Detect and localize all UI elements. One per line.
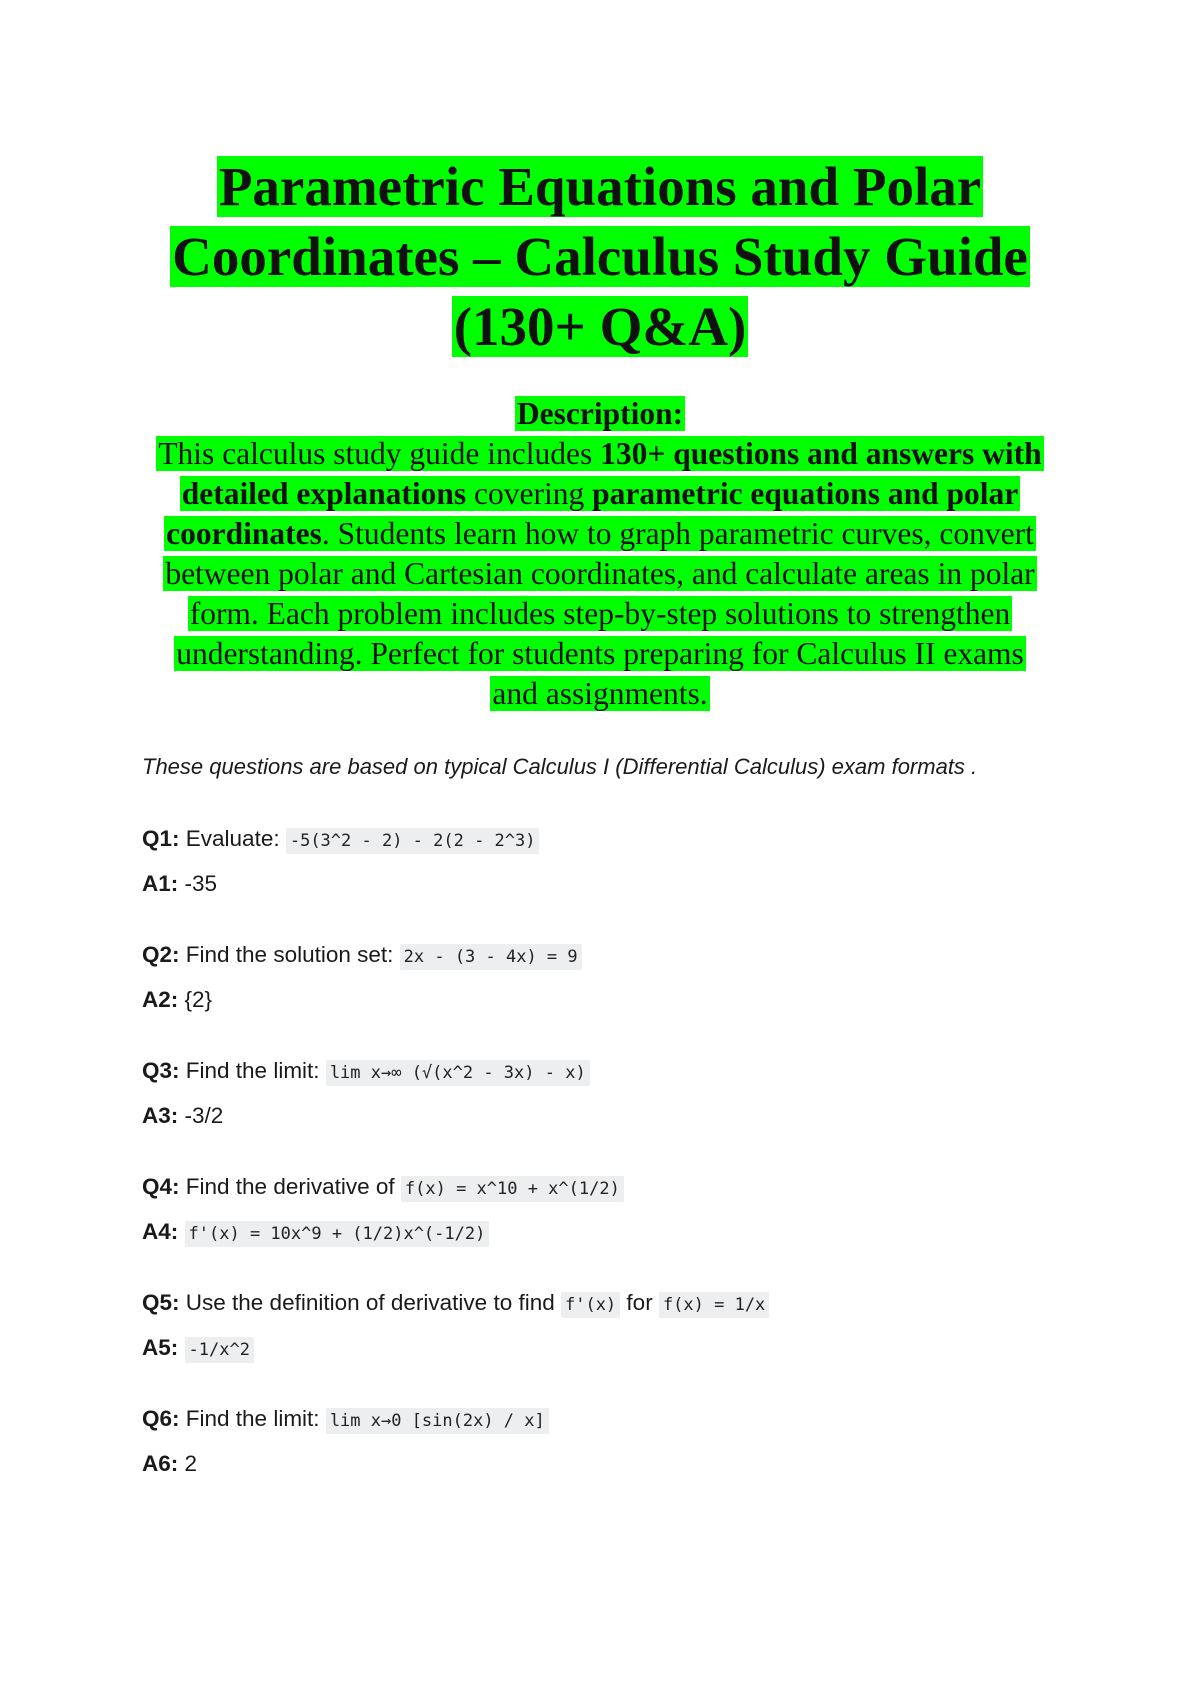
question-label: Q2:: [142, 942, 180, 967]
answer-label: A5:: [142, 1335, 179, 1360]
answer-line: [142, 1333, 1102, 1363]
answer-line: [142, 869, 1102, 899]
question-text: Find the limit:: [179, 1058, 326, 1083]
description-segment: covering: [466, 476, 593, 511]
answer-text: 2: [178, 1451, 198, 1476]
answer-label: A4:: [142, 1219, 179, 1244]
answer-text: -3/2: [178, 1103, 224, 1128]
question-text: Use the definition of derivative to find: [179, 1290, 561, 1315]
answer-text: -35: [178, 871, 218, 896]
question-label: Q6:: [142, 1406, 180, 1431]
question-code: f(x) = 1/x: [659, 1292, 769, 1318]
description-label: Description:: [516, 396, 684, 431]
answer-label: A1:: [142, 871, 179, 896]
description-segment: This calculus study guide includes: [158, 436, 601, 471]
answer-line: [142, 1449, 1102, 1479]
question-label: Q3:: [142, 1058, 180, 1083]
question-label: Q1:: [142, 826, 180, 851]
question-label: Q4:: [142, 1174, 180, 1199]
description-segment: . Students learn how to graph parametric curves, convert between polar and Cartesian coordinates, and calculate areas in polar form. Each problem includes step-by-step solutions to strengthen understanding. Perfect for students preparing for Calculus II exams and assignments.: [165, 516, 1035, 711]
question-code: f(x) = x^10 + x^(1/2): [401, 1176, 624, 1202]
description-segment-bold: 130+ questions and answers with detailed explanations: [181, 436, 1042, 511]
qa-item-1: [142, 824, 1102, 940]
question-line: [142, 1172, 1102, 1202]
answer-code: f'(x) = 10x^9 + (1/2)x^(-1/2): [185, 1221, 490, 1247]
question-text: for: [620, 1290, 659, 1315]
question-code: lim x→∞ (√(x^2 - 3x) - x): [326, 1060, 590, 1086]
answer-label: A6:: [142, 1451, 179, 1476]
description-text: [156, 436, 1043, 711]
question-code: -5(3^2 - 2) - 2(2 - 2^3): [286, 828, 540, 854]
title-line-2: Coordinates – Calculus Study Guide: [172, 226, 1028, 287]
qa-item-4: [142, 1172, 1102, 1288]
question-code: 2x - (3 - 4x) = 9: [400, 944, 582, 970]
qa-item-5: [142, 1288, 1102, 1404]
answer-text: {2}: [178, 987, 213, 1012]
description-segment-bold: parametric equations and polar coordinates: [166, 476, 1019, 551]
title-line-3: (130+ Q&A): [453, 296, 747, 357]
question-text: Find the solution set:: [179, 942, 400, 967]
document-title: [150, 152, 1050, 362]
question-code: lim x→0 [sin(2x) / x]: [326, 1408, 549, 1434]
question-line: [142, 940, 1102, 970]
qa-item-2: [142, 940, 1102, 1056]
answer-line: [142, 1101, 1102, 1131]
answer-line: [142, 985, 1102, 1015]
question-text: Find the derivative of: [179, 1174, 401, 1199]
answer-label: A3:: [142, 1103, 179, 1128]
question-text: Evaluate:: [179, 826, 286, 851]
question-label: Q5:: [142, 1290, 180, 1315]
answer-label: A2:: [142, 987, 179, 1012]
question-code: f'(x): [561, 1292, 620, 1318]
intro-note: These questions are based on typical Calculus I (Differential Calculus) exam formats .: [142, 754, 978, 779]
title-line-1: Parametric Equations and Polar: [218, 156, 982, 217]
qa-list: [142, 824, 1102, 1520]
qa-item-6: [142, 1404, 1102, 1520]
description-block: [150, 394, 1050, 714]
qa-item-3: [142, 1056, 1102, 1172]
question-text: Find the limit:: [179, 1406, 326, 1431]
question-line: [142, 1404, 1102, 1434]
answer-code: -1/x^2: [185, 1337, 254, 1363]
question-line: [142, 824, 1102, 854]
question-line: [142, 1056, 1102, 1086]
question-line: [142, 1288, 1102, 1318]
answer-line: [142, 1217, 1102, 1247]
